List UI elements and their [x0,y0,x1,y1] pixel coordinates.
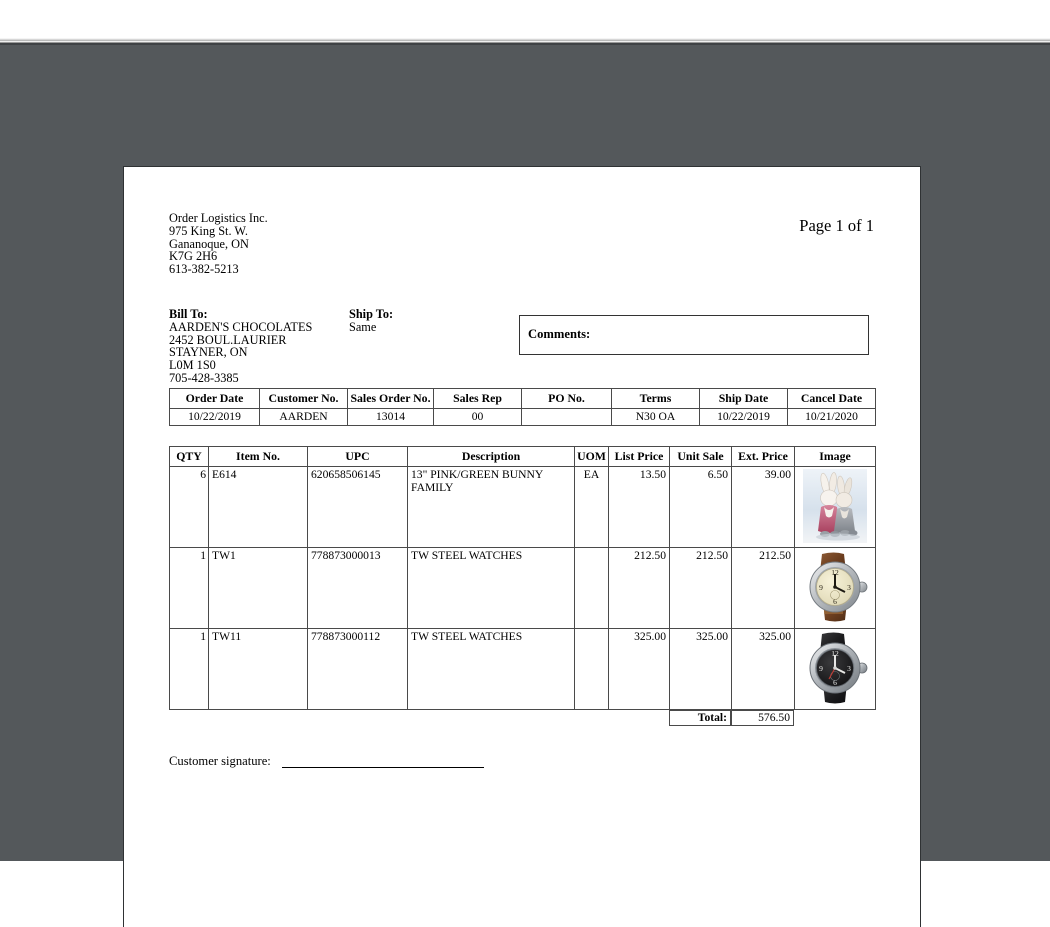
svg-text:9: 9 [819,664,823,673]
line-item-upc: 620658506145 [308,467,408,548]
order-info-header-cell: PO No. [522,389,612,409]
line-item-description: TW STEEL WATCHES [408,629,575,710]
bill-to-street: 2452 BOUL.LAURIER [169,332,287,347]
line-item-qty: 1 [170,548,209,629]
page-number-label: Page 1 of 1 [799,216,874,235]
line-item-uom: EA [575,467,609,548]
signature-section [169,754,875,774]
line-item-image-cell [795,467,876,548]
table-row [170,548,876,629]
order-info-header-cell: Order Date [170,389,260,409]
bill-to-phone: 705-428-3385 [169,370,239,385]
line-item-description: TW STEEL WATCHES [408,548,575,629]
order-info-table [169,388,876,426]
total-label: Total: [669,710,731,726]
line-items-header-cell: Ext. Price [732,447,795,467]
signature-line[interactable] [282,767,484,768]
line-item-description: 13" PINK/GREEN BUNNY FAMILY [408,467,575,548]
company-street: 975 King St. W. [169,223,248,238]
order-info-header-cell: Sales Order No. [348,389,434,409]
order-info-value-row [170,409,876,426]
svg-text:9: 9 [819,583,823,592]
svg-text:6: 6 [833,678,837,687]
line-item-image-cell [795,548,876,629]
order-info-header-cell: Sales Rep [434,389,522,409]
line-items-header-cell: Item No. [209,447,308,467]
line-item-unit-sale: 6.50 [670,467,732,548]
bunny-family-figurine-image [796,467,874,545]
line-item-unit-sale: 325.00 [670,629,732,710]
line-items-header-cell: QTY [170,447,209,467]
cancel-date-value: 10/21/2020 [788,409,876,426]
order-info-header-cell: Cancel Date [788,389,876,409]
table-row [170,467,876,548]
company-postal: K7G 2H6 [169,249,218,264]
company-address-block [169,212,268,276]
line-items-header-cell: Image [795,447,876,467]
line-item-list-price: 13.50 [609,467,670,548]
bill-to-name: AARDEN'S CHOCOLATES [169,319,313,334]
brown-strap-cream-dial-watch-image [796,548,874,626]
company-phone: 613-382-5213 [169,262,239,277]
total-value: 576.50 [731,710,794,726]
svg-text:12: 12 [831,649,839,658]
line-item-item-no: E614 [209,467,308,548]
line-item-item-no: TW11 [209,629,308,710]
document-page [124,167,920,927]
line-item-qty: 6 [170,467,209,548]
order-info-header-cell: Terms [612,389,700,409]
line-item-ext-price: 325.00 [732,629,795,710]
line-items-header-cell: Description [408,447,575,467]
black-strap-black-dial-watch-image [796,629,874,707]
line-items-header-cell: UOM [575,447,609,467]
svg-text:12: 12 [831,568,839,577]
line-item-upc: 778873000013 [308,548,408,629]
line-item-ext-price: 212.50 [732,548,795,629]
line-item-image-cell [795,629,876,710]
sales-rep-value: 00 [434,409,522,426]
line-item-list-price: 212.50 [609,548,670,629]
company-city: Gananoque, ON [169,236,249,251]
address-section [169,308,875,386]
bill-to-block [169,308,312,385]
ship-to-title: Ship To: [349,307,394,321]
order-date-value: 10/22/2019 [170,409,260,426]
line-items-header-row [170,447,876,467]
bill-to-city: STAYNER, ON [169,345,248,360]
bill-to-title: Bill To: [169,307,208,321]
line-items-header-cell: List Price [609,447,670,467]
table-row [170,629,876,710]
document-header [169,212,875,296]
line-item-list-price: 325.00 [609,629,670,710]
line-item-unit-sale: 212.50 [670,548,732,629]
total-row [169,710,875,726]
po-no-value [522,409,612,426]
company-name: Order Logistics Inc. [169,211,268,225]
order-info-header-row [170,389,876,409]
viewer-canvas[interactable] [0,45,1050,861]
line-item-ext-price: 39.00 [732,467,795,548]
order-info-header-cell: Ship Date [700,389,788,409]
signature-label: Customer signature: [169,754,271,768]
svg-text:6: 6 [833,597,837,606]
svg-text:3: 3 [847,583,851,592]
line-item-uom [575,629,609,710]
comments-box[interactable] [519,315,869,355]
ship-date-value: 10/22/2019 [700,409,788,426]
viewer-toolbar-area [0,0,1050,38]
svg-text:3: 3 [847,664,851,673]
line-items-table [169,446,876,710]
line-item-qty: 1 [170,629,209,710]
line-item-item-no: TW1 [209,548,308,629]
terms-value: N30 OA [612,409,700,426]
ship-to-value: Same [349,319,377,334]
viewer-toolbar-divider [0,38,1050,45]
ship-to-block [349,308,393,334]
line-item-uom [575,548,609,629]
comments-label: Comments: [528,327,591,341]
line-items-header-cell: Unit Sale [670,447,732,467]
bill-to-postal: L0M 1S0 [169,358,216,373]
customer-no-value: AARDEN [260,409,348,426]
line-items-header-cell: UPC [308,447,408,467]
sales-order-no-value: 13014 [348,409,434,426]
line-item-upc: 778873000112 [308,629,408,710]
order-info-header-cell: Customer No. [260,389,348,409]
